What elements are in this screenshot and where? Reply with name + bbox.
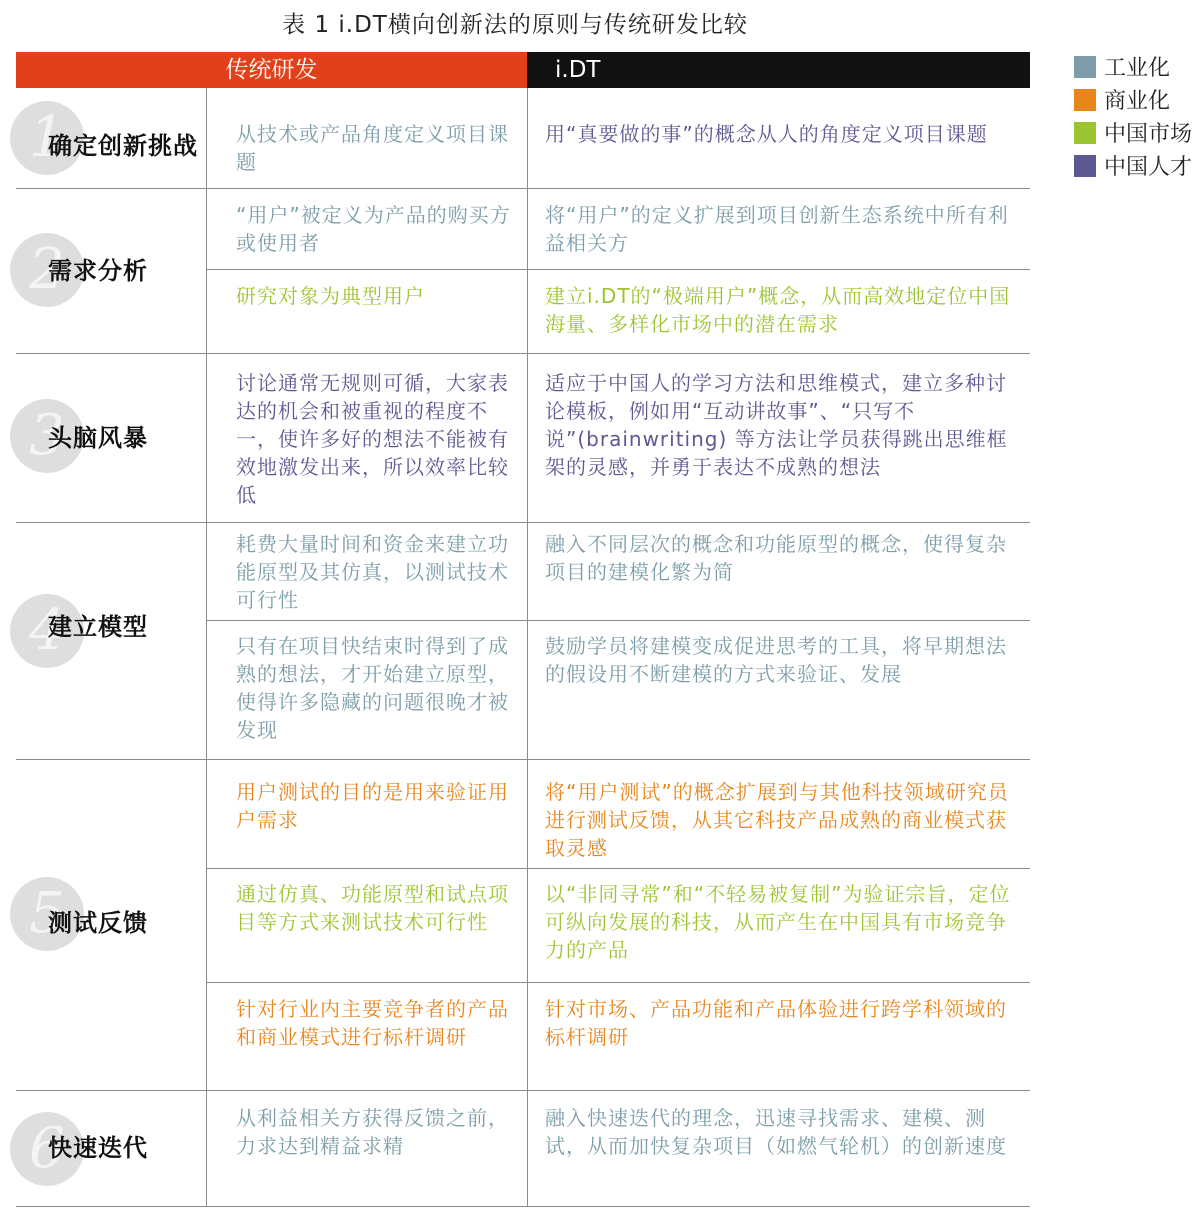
- stage-name: 建立模型: [48, 613, 148, 641]
- legend-swatch-china-market: [1074, 122, 1096, 144]
- idt-cell: 鼓励学员将建模变成促进思考的工具，将早期想法的假设用不断建模的方式来验证、发展: [545, 634, 1007, 686]
- legend-label: 工业化: [1104, 56, 1171, 81]
- traditional-cell: 讨论通常无规则可循，大家表达的机会和被重视的程度不一，使许多好的想法不能被有效地激发出来，所以效率比较低: [236, 371, 509, 507]
- traditional-cell: 针对行业内主要竞争者的产品和商业模式进行标杆调研: [236, 997, 509, 1049]
- stage-3: [0, 353, 206, 522]
- traditional-cell: 研究对象为典型用户: [236, 284, 425, 308]
- row-divider: [206, 868, 1030, 869]
- stage-number: 6: [29, 1116, 65, 1181]
- row-divider: [206, 269, 1030, 270]
- traditional-cell: 只有在项目快结束时得到了成熟的想法，才开始建立原型，使得许多隐藏的问题很晚才被发现: [236, 634, 509, 742]
- legend-swatch-china-talent: [1074, 155, 1096, 177]
- stage-2: [0, 188, 206, 353]
- traditional-cell: 用户测试的目的是用来验证用户需求: [236, 780, 509, 832]
- row-divider: [206, 982, 1030, 983]
- stage-5: [0, 759, 206, 1090]
- header-idt: i.DT: [527, 52, 1030, 88]
- stage-number: 4: [29, 598, 65, 663]
- column-divider: [527, 88, 528, 1206]
- idt-cell: 针对市场、产品功能和产品体验进行跨学科领域的标杆调研: [545, 997, 1007, 1049]
- stage-name: 需求分析: [48, 257, 148, 285]
- column-divider: [206, 88, 207, 1206]
- stage-name: 头脑风暴: [48, 424, 148, 452]
- legend-label: 中国市场: [1104, 122, 1193, 147]
- legend-label: 商业化: [1104, 89, 1171, 114]
- traditional-cell: 从利益相关方获得反馈之前，力求达到精益求精: [236, 1106, 509, 1158]
- stage-name: 快速迭代: [48, 1134, 148, 1162]
- idt-cell: 适应于中国人的学习方法和思维模式，建立多种讨论模板，例如用“互动讲故事”、“只写不说”(brainwriting) 等方法让学员获得跳出思维框架的灵感，并勇于表达不成熟的想法: [545, 371, 1008, 479]
- header-traditional: 传统研发: [16, 52, 527, 88]
- legend-item-china-market: [1074, 116, 1192, 149]
- legend-swatch-commercial: [1074, 89, 1096, 111]
- stage-1: [0, 88, 206, 188]
- stage-name: 测试反馈: [48, 909, 148, 937]
- legend-item-industrial: [1074, 50, 1192, 83]
- idt-cell: 将“用户测试”的概念扩展到与其他科技领域研究员进行测试反馈，从其它科技产品成熟的商业模式获取灵感: [545, 780, 1009, 860]
- legend-item-china-talent: [1074, 149, 1192, 182]
- stage-4: [0, 522, 206, 759]
- traditional-cell: “用户”被定义为产品的购买方或使用者: [236, 203, 511, 255]
- stage-number: 1: [29, 105, 65, 170]
- legend-item-commercial: [1074, 83, 1192, 116]
- stage-6: [0, 1090, 206, 1206]
- stage-divider: [16, 1206, 1030, 1207]
- traditional-cell: 从技术或产品角度定义项目课题: [236, 122, 509, 174]
- stage-number: 5: [29, 881, 65, 946]
- idt-cell: 以“非同寻常”和“不轻易被复制”为验证宗旨，定位可纵向发展的科技，从而产生在中国具有市场竞争力的产品: [545, 882, 1011, 962]
- idt-cell: 用“真要做的事”的概念从人的角度定义项目课题: [545, 122, 988, 146]
- traditional-cell: 通过仿真、功能原型和试点项目等方式来测试技术可行性: [236, 882, 509, 934]
- idt-cell: 将“用户”的定义扩展到项目创新生态系统中所有利益相关方: [545, 203, 1009, 255]
- stage-name: 确定创新挑战: [48, 132, 198, 160]
- stage-number: 2: [29, 237, 65, 302]
- idt-cell: 融入快速迭代的理念，迅速寻找需求、建模、测试，从而加快复杂项目（如燃气轮机）的创新速度: [545, 1106, 1007, 1158]
- table-title: 表 1 i.DT横向创新法的原则与传统研发比较: [282, 12, 748, 38]
- legend: [1074, 50, 1192, 182]
- stage-number: 3: [29, 403, 65, 468]
- idt-cell: 建立i.DT的“极端用户”概念，从而高效地定位中国海量、多样化市场中的潜在需求: [545, 284, 1011, 336]
- row-divider: [206, 620, 1030, 621]
- idt-cell: 融入不同层次的概念和功能原型的概念，使得复杂项目的建模化繁为简: [545, 532, 1007, 584]
- traditional-cell: 耗费大量时间和资金来建立功能原型及其仿真，以测试技术可行性: [236, 532, 509, 612]
- legend-label: 中国人才: [1104, 155, 1193, 180]
- legend-swatch-industrial: [1074, 56, 1096, 78]
